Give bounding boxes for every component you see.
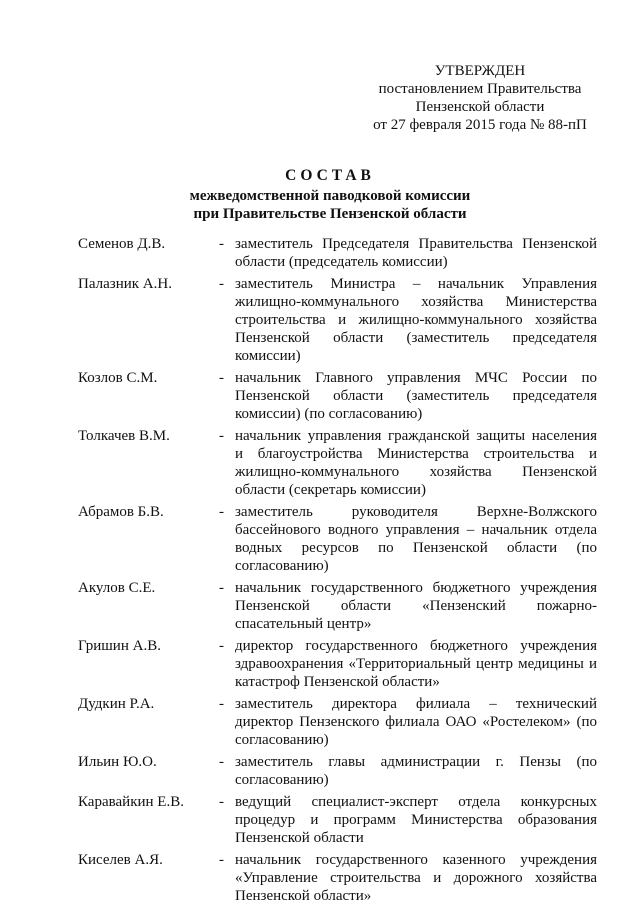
member-dash: - [219,794,224,810]
member-name: Семенов Д.В. [78,236,166,252]
member-description: заместитель Министра – начальник Управления жилищно-коммунального хозяйства Министерства строительства и жилищно-коммунального хозяйства Пензенской области (заместитель председателя комиссии) [235,276,597,364]
document-title [60,165,600,223]
member-row [0,235,640,271]
member-dash: - [219,852,224,868]
member-name: Абрамов Б.В. [78,504,164,520]
title-subtitle-2: при Правительстве Пензенской области [193,206,467,222]
member-row [0,369,640,423]
member-name: Дудкин Р.А. [78,696,155,712]
member-name: Каравайкин Е.В. [78,794,184,810]
member-name: Козлов С.М. [78,370,158,386]
member-description: начальник государственного казенного учреждения «Управление строительства и дорожного хозяйства Пензенской области» [235,852,597,904]
title-main: СОСТАВ [285,167,375,184]
member-description: директор государственного бюджетного учреждения здравоохранения «Территориальный центр медицины и катастроф Пензенской области» [235,638,597,690]
member-dash: - [219,236,224,252]
member-dash: - [219,580,224,596]
title-subtitle-1: межведомственной паводковой комиссии [189,188,471,204]
member-description: заместитель главы администрации г. Пензы (по согласованию) [235,754,597,788]
approved-date-number: от 27 февраля 2015 года № 88-пП [373,117,587,133]
member-row [0,851,640,905]
member-row [0,275,640,365]
member-dash: - [219,696,224,712]
member-dash: - [219,638,224,654]
approval-stamp [330,62,630,134]
member-name: Гришин А.В. [78,638,161,654]
member-dash: - [219,276,224,292]
member-dash: - [219,754,224,770]
approved-by-resolution: постановлением Правительства [378,81,582,97]
member-row [0,427,640,499]
member-name: Акулов С.Е. [78,580,156,596]
member-description: заместитель руководителя Верхне-Волжского бассейнового водного управления – начальник отдела водных ресурсов по Пензенской области (по согласованию) [235,504,597,574]
member-description: ведущий специалист-эксперт отдела конкурсных процедур и программ Министерства образования Пензенской области [235,794,597,846]
member-row [0,503,640,575]
member-name: Ильин Ю.О. [78,754,157,770]
member-description: заместитель директора филиала – технический директор Пензенского филиала ОАО «Ростелеком» (по согласованию) [235,696,597,748]
member-name: Киселев А.Я. [78,852,163,868]
member-row [0,637,640,691]
member-dash: - [219,428,224,444]
member-description: начальник государственного бюджетного учреждения Пензенской области «Пензенский пожарно-спасательный центр» [235,580,597,632]
member-description: начальник управления гражданской защиты населения и благоустройства Министерства строительства и жилищно-коммунального хозяйства Пензенской области (секретарь комиссии) [235,428,597,498]
member-list [0,235,640,909]
member-name: Толкачев В.М. [78,428,170,444]
member-dash: - [219,370,224,386]
member-row [0,753,640,789]
member-name: Палазник А.Н. [78,276,172,292]
member-row [0,695,640,749]
member-row [0,579,640,633]
member-row [0,793,640,847]
member-description: начальник Главного управления МЧС России по Пензенской области (заместитель председателя комиссии) (по согласованию) [235,370,597,422]
approved-heading: УТВЕРЖДЕН [434,63,526,79]
approved-region: Пензенской области [415,99,545,115]
member-dash: - [219,504,224,520]
member-description: заместитель Председателя Правительства Пензенской области (председатель комиссии) [235,236,597,270]
